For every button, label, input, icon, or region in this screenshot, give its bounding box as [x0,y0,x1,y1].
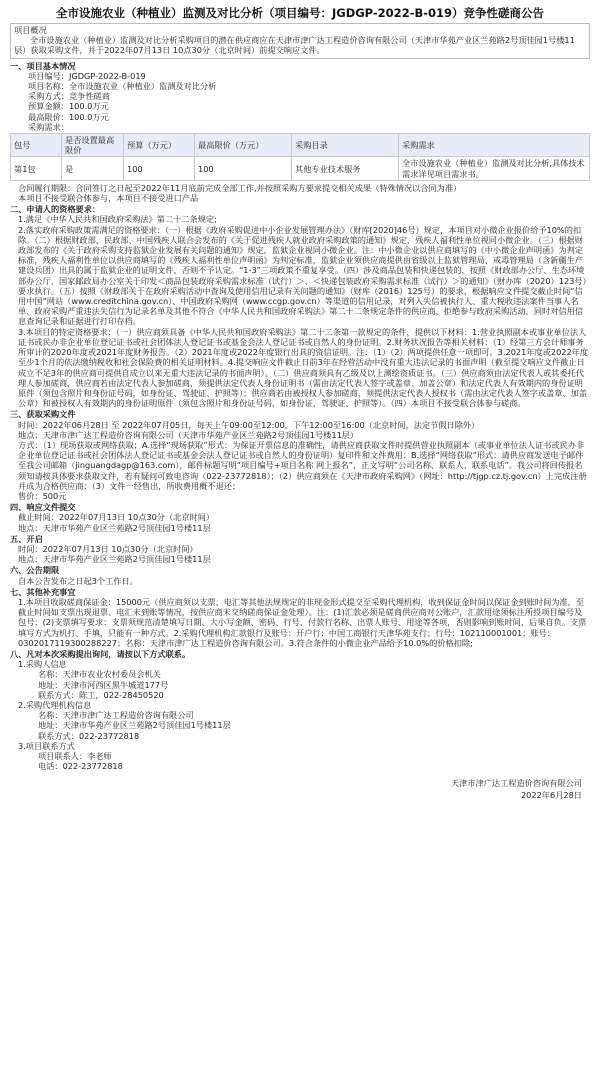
section-1-heading: 一、项目基本情况 [10,60,76,71]
section-5-heading: 五、开启 [10,533,43,544]
submission-deadline: 截止时间：2022年07月13日 10点30分（北京时间） [18,512,215,523]
agency-name: 名称：天津市津广达工程造价咨询有限公司 [38,710,194,721]
max-price: 最高限价：100.0万元 [28,111,109,122]
opening-place: 地点：天津市华苑产业区兰苑路2号顶佳园1号楼11层 [18,554,211,565]
qualification-2: 2.落实政府采购政策需满足的资格要求：（一）根据《政府采购促进中小企业发展管理办法》（财库[2020]46号）规定，本项目对小微企业报价给予10%的扣除。（二）根据财政部、民政部、中国残疾人联合会发布的《关于促进残疾人就业政府采购政策的通知》规定，残疾人福利性单位视同小微企业。（三）根据财政部发布的《关于政府采购支持监狱企业发展有关问题的通知》规定，监狱企业视同小微企业。注：中小微企业以供应商填写的《中小微企业声明函》为判定标准，残疾人福利性单位以供应商填写的《残疾人福利性单位声明函》为判定标准，监狱企业须供应商提供由省级以上监狱管理局、戒毒管理局（含新疆生产建设兵团）出具的属于监狱企业的证明文件，否则不予认定。“1-3”三项政策不重复享受。（四）涉及商品包装和快递包装的，按照《财政部办公厅、生态环境部办公厅、国家邮政局办公室关于印发＜商品包装政府采购需求标准（试行）＞、＜快递包装政府采购需求标准（试行）＞的通知》（财办库（2020）123号）要求执行。（五）按照《财政部关于在政府采购活动中查询及使用信用记录有关问题的通知》（财库（2016）125号）的要求，根据响应文件提交截止时间“信用中国”网站（www.creditchina.gov.cn）、中国政府采购网（www.ccgp.gov.cn）等渠道的信用记录，对列入失信被执行人、重大税收违法案件当事人名单、政府采购严重违法失信行为记录名单及其他不符合《中华人民共和国政府采购法》第二十二条规定条件的供应商，拒绝参与政府采购活动，同时对信用信息查询记录和证据进行打印存档。 [18,224,587,327]
project-contact-phone: 电话：022-23772818 [38,761,123,772]
qualification-1: 1.满足《中华人民共和国政府采购法》第二十二条规定; [18,214,217,225]
section-3-heading: 三、获取采购文件 [10,409,76,420]
procurement-method: 采购方式：竞争性磋商 [28,91,110,102]
project-code: 项目编号：JGDGP-2022-B-019 [28,70,146,81]
signature-org: 天津市津广达工程造价咨询有限公司 [450,778,582,789]
purchaser-name: 名称：天津市农业农村委员会机关 [38,669,161,680]
requirement-label: 采购需求： [28,121,69,132]
table-cell: 第1包 [11,157,62,180]
overview-box [10,23,590,59]
table-header-row [11,134,590,157]
table-cell: 100 [195,157,292,180]
table-cell: 100 [124,157,195,180]
contract-period: 合同履行期限：合同签订之日起至2022年11月底前完成全部工作,并按照采购方要求提交相关成果（特殊情况以合同为准） [18,182,462,193]
purchaser-address: 地址：天津市河西区黑牛城道177号 [38,679,169,690]
signature-date: 2022年6月28日 [520,790,582,801]
table-header: 采购目录 [292,134,399,157]
section-8-heading: 八、凡对本次采购提出询问，请按以下方式联系。 [10,648,191,659]
page-title: 全市设施农业（种植业）监测及对比分析（项目编号：JGDGP-2022-B-019）竞争性磋商公告 [55,6,545,20]
qualification-3: 3.本项目的特定资格要求：（一）供应商须具备《中华人民共和国政府采购法》第二十二条第一款规定的条件，提供以下材料：1.营业执照副本或事业单位法人证书或民办非企业单位登记证书或社会团体法人登记证书或基金会法人登记证书或自然人的身份证明。2.财务状况报告等相关材料：（1）经第三方会计师事务所审计的2020年度或2021年度财务报告。（2）2021年度或2022年度银行出具的资信证明。注：（1）（2）两项提供任意一项即可。3.2021年度或2022年度至少1个月的依法缴纳税收和社会保险费的相关证明材料。4.提交响应文件截止日前3年在经营活动中没有重大违法记录的书面声明（截至提交响应文件截止日成立不足3年的供应商可提供自成立以来无重大违法记录的书面声明）。（二）供应商须具有乙级及以上测绘资质证书。（三）供应商须由法定代表人或其委托代理人参加磋商，供应商若由法定代表人参加磋商，须提供法定代表人身份证明书（需由法定代表人签字或盖章、加盖公章）和法定代表人有效期内的身份证明原件（须包含照片和身份证号码，如身份证、驾驶证、护照等）；供应商若由被授权人参加磋商，须提供法定代表人授权书（需由法定代表人签字或盖章、加盖公章）和被授权人有效期内的身份证明原件（须包含照片和身份证号码，如身份证、驾驶证、护照等）。（四）本项目不接受联合体参与磋商。 [18,326,589,409]
table-row [11,157,590,180]
section-4-heading: 四、响应文件提交 [10,502,76,513]
section-6-heading: 六、公告期限 [10,565,60,576]
agency-heading: 2.采购代理机构信息 [18,700,92,710]
obtain-time: 时间：2022年06月28日 至 2022年07月05日，每天上午09:00至12:00，下午12:00至16:00（北京时间，法定节假日除外） [18,419,480,430]
project-info [10,71,590,132]
opening-time: 时间：2022年07月13日 10点30分（北京时间） [18,543,198,554]
overview-caption: 项目概况 [14,25,47,35]
section-2-heading: 二、申请人的资格要求： [10,204,101,215]
purchaser-heading: 1.采购人信息 [18,659,67,670]
agency-address: 地址：天津市华苑产业区兰苑路2号顶佳园1号楼11层 [38,720,231,731]
overview-text: 全市设施农业（种植业）监测及对比分析采购项目的潜在供应商应在天津市津广达工程造价咨询有限公司（天津市华苑产业区兰苑路2号顶佳园1号楼11层）获取采购文件，并于2022年07月13日 10点30分（北京时间）前提交响应文件。 [14,35,575,56]
obtain-place: 地点：天津市津广达工程造价咨询有限公司（天津市华苑产业区兰苑路2号顶佳园1号楼11层） [18,429,359,440]
requirement-table [10,133,590,181]
table-header: 包号 [11,134,62,157]
table-cell: 其他专业技术服务 [292,157,399,180]
table-header: 预算（万元） [124,134,195,157]
table-cell: 全市设施农业（种植业）监测及对比分析,具体技术需求详见项目需求书。 [399,157,590,180]
supplementary-matters: 1.本项目收取磋商保证金：15000元（供应商须以支票、电汇等其他法规规定的非现金形式提交至采购代理机构，收到保证金时间以保证金到账时间为准，至截止时间如支票出现退票、电汇未到账等情况，按供应商未交纳磋商保证金处理）。注：(1)汇款必须是磋商供应商对公账户，汇款用途须标注所投项目编号及包号；(2)支票填写要求：支票须规范清楚填写日期、大小写金额、密码、行号、付款行名称、出票人账号、用途等各项，否则影响到账时间，后果自负。支票填写方式为机打、手填，只能有一种方式。2.采购代理机构汇款银行及账号：开户行：中国工商银行天津华苑支行；行号：102110001001；账号：0302017119300288227；名称：天津市津广达工程造价咨询有限公司。3.符合条件的小微企业产品给予10.0%的价格扣除; [18,596,587,648]
signature-block [10,777,590,801]
table-header: 采购需求 [399,134,590,157]
project-contact-heading: 3.项目联系方式 [18,740,75,751]
section-7-heading: 七、其他补充事宜 [10,586,76,597]
table-cell: 是 [62,157,124,180]
project-contact-person: 项目联系人：李老师 [38,751,112,762]
table-header: 是否设置最高限价 [62,134,124,157]
purchaser-contact: 联系方式：陈工，022-28450520 [38,689,164,700]
document-price: 售价：500元 [18,490,67,501]
submission-place: 地点：天津市华苑产业区兰苑路2号顶佳园1号楼11层 [18,522,211,533]
budget-amount: 预算金额：100.0万元 [28,101,109,112]
announcement-page [10,0,590,801]
project-name: 项目名称：全市设施农业（种植业）监测及对比分析 [28,81,217,92]
announcement-period: 自本公告发布之日起3个工作日。 [18,575,138,586]
table-header: 最高限价（万元） [195,134,292,157]
consortium-note: 本项目不接受联合体参与，本项目不接受进口产品 [18,193,199,204]
obtain-method: 方式：（1）现场获取或网络获取；A.选择“现场获取”形式：为保证开票信息的准确性，请供应商获取文件时提供营业执照副本（或事业单位法人证书或民办非企业单位登记证书或社会团体法人登记证书或基金会法人登记证书或自然人的身份证明）复印件和文件费用；B.选择“网络获取”形式：请供应商发送电子邮件至我公司邮箱（jinguangdagp@163.com），邮件标题写明“项目编号+项目名称 网上报名”，正文写明“公司名称、联系人、联系电话”。我公司将回传报名须知请按具体要求获取文件，若有疑问可致电咨询（022-23772818）；（2）供应商须在《天津市政府采购网》（网址：http://tjgp.cz.tj.gov.cn）上完成注册并成为合格供应商；（3）文件一经售出，所收费用概不退还； [18,439,587,491]
agency-contact: 联系方式：022-23772818 [38,730,140,741]
